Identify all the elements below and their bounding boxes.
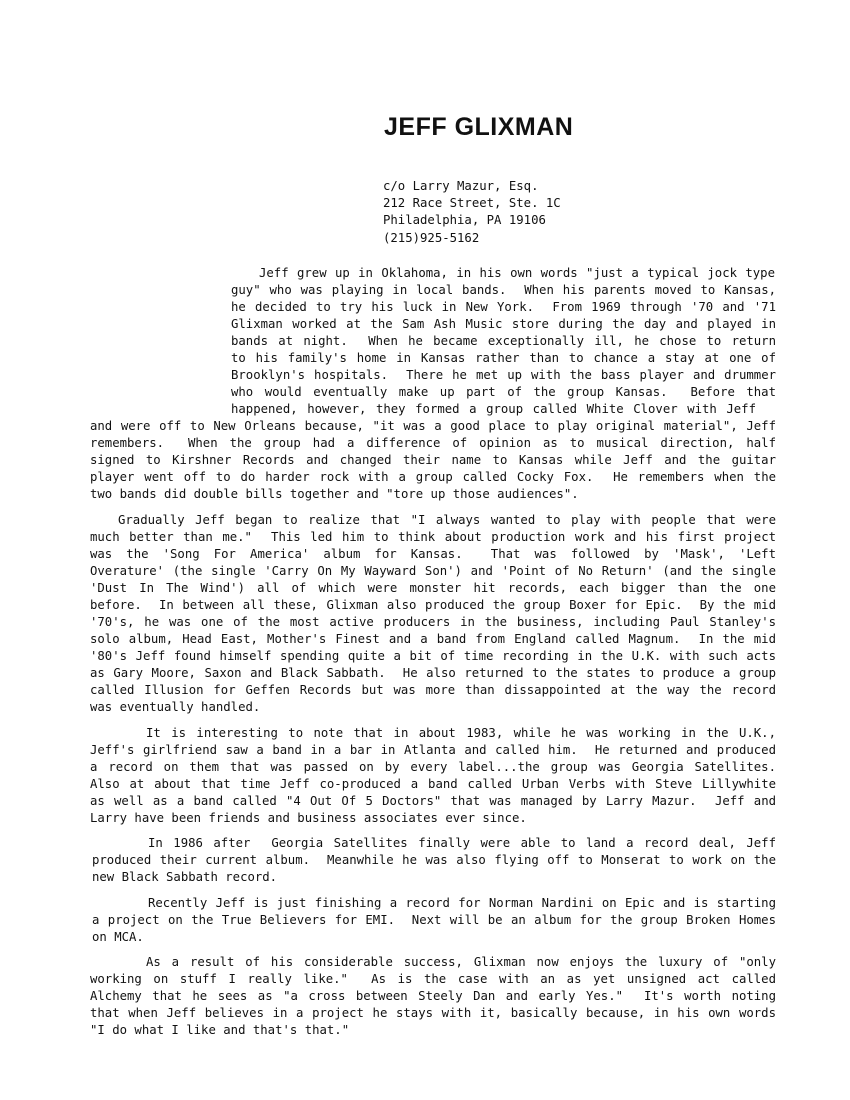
body-line: on MCA. [92,930,144,944]
body-line: "I do what I like and that's that." [90,1023,350,1037]
body-line: remembers. When the group had a difference of opinion as to musical direction, half [90,436,776,450]
body-line: player went off to do harder rock with a group called Cocky Fox. He remembers when the [90,470,776,484]
body-line: produced their current album. Meanwhile he was also flying off to Monserat to work on the [92,853,776,867]
body-line: as Gary Moore, Saxon and Black Sabbath. He also returned to the states to produce a group [90,666,776,680]
body-line: In 1986 after Georgia Satellites finally were able to land a record deal, Jeff [148,836,776,850]
body-line: '80's Jeff found himself spending quite a bit of time recording in the U.K. with such acts [90,649,776,663]
body-line: guy" who was playing in local bands. When his parents moved to Kansas, [231,283,776,297]
body-line: much better than me." This led him to think about production work and his first project [90,530,776,544]
body-line: Also at about that time Jeff co-produced a band called Urban Verbs with Steve Lillywhite [90,777,776,791]
body-line: signed to Kirshner Records and changed their name to Kansas while Jeff and the guitar [90,453,776,467]
body-line: as well as a band called "4 Out Of 5 Doctors" that was managed by Larry Mazur. Jeff and [90,794,776,808]
body-line: was eventually handled. [90,700,261,714]
body-line: As a result of his considerable success, Glixman now enjoys the luxury of "only [146,955,776,969]
address-line: c/o Larry Mazur, Esq. [383,179,539,193]
page-title: JEFF GLIXMAN [384,113,574,141]
address-line: Philadelphia, PA 19106 [383,213,546,228]
body-line: he decided to try his luck in New York. From 1969 through '70 and '71 [231,300,776,314]
body-line: before. In between all these, Glixman also produced the group Boxer for Epic. By the mid [90,598,776,612]
address-line: 212 Race Street, Ste. 1C [383,196,561,211]
body-line: Jeff grew up in Oklahoma, in his own words "just a typical jock type [259,266,775,280]
body-line: Recently Jeff is just finishing a record for Norman Nardini on Epic and is starting [148,896,776,910]
body-line: solo album, Head East, Mother's Finest and a band from England called Magnum. In the mid [90,632,776,646]
body-line: and were off to New Orleans because, "it was a good place to play original material", Jeff [90,419,776,433]
body-line: to his family's home in Kansas rather than to chance a stay at one of [231,351,776,365]
body-line: called Illusion for Geffen Records but was more than dissappointed at the way the record [90,683,776,697]
body-line: that when Jeff believes in a project he stays with it, basically because, in his own words [90,1006,776,1020]
body-line: a record on them that was passed on by every label...the group was Georgia Satellites. [90,760,776,774]
body-line: It is interesting to note that in about 1983, while he was working in the U.K., [146,726,776,740]
body-line: bands at night. When he became exceptionally ill, he chose to return [231,334,776,348]
body-line: Alchemy that he sees as "a cross between Steely Dan and early Yes." It's worth noting [90,989,776,1003]
body-line: who would eventually make up part of the group Kansas. Before that [231,385,776,399]
body-line: a project on the True Believers for EMI. Next will be an album for the group Broken Homes [92,913,776,927]
body-line: Glixman worked at the Sam Ash Music store during the day and played in [231,317,776,331]
body-line: Overature' (the single 'Carry On My Wayward Son') and 'Point of No Return' (and the single [90,564,776,578]
body-line: 'Dust In The Wind') all of which were monster hit records, each bigger than the one [90,581,776,595]
body-line: two bands did double bills together and "tore up those audiences". [90,487,579,501]
body-line: Brooklyn's hospitals. There he met up with the bass player and drummer [231,368,776,382]
phone-number: (215)925-5162 [383,230,480,245]
body-line: new Black Sabbath record. [92,870,278,884]
body-line: '70's, he was one of the most active producers in the business, including Paul Stanley's [90,615,776,629]
body-line: Gradually Jeff began to realize that "I always wanted to play with people that were [118,513,776,527]
body-line: was the 'Song For America' album for Kansas. That was followed by 'Mask', 'Left [90,547,776,561]
body-line: Larry have been friends and business associates ever since. [90,811,527,825]
body-line: working on stuff I really like." As is the case with an as yet unsigned act called [90,972,776,986]
contact-address-block [383,178,561,247]
body-line: Jeff's girlfriend saw a band in a bar in Atlanta and called him. He returned and produced [90,743,776,757]
body-line: happened, however, they formed a group called White Clover with Jeff [231,402,756,416]
